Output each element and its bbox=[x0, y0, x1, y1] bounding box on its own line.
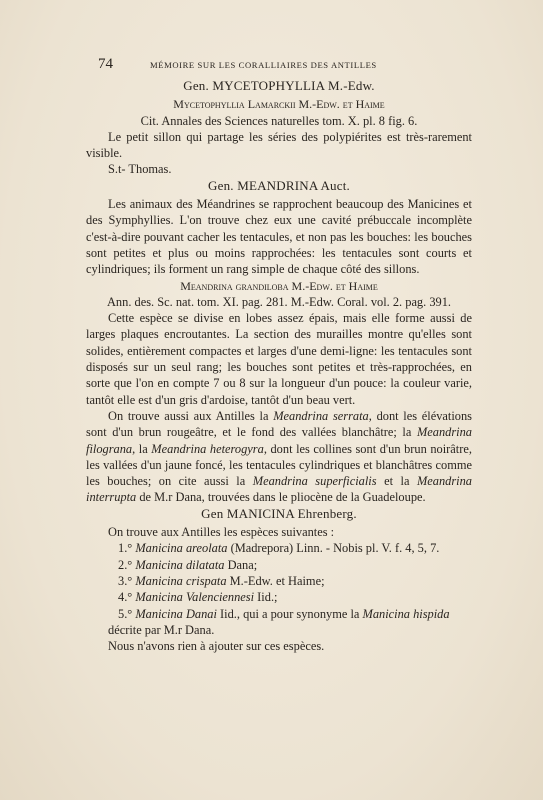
genus-heading-mycetophyllia: Gen. MYCETOPHYLLIA M.-Edw. bbox=[183, 78, 375, 93]
list-rest: M.-Edw. et Haime; bbox=[226, 573, 325, 588]
species-synonym: Manicina hispida bbox=[362, 606, 450, 621]
citation-lamarckii: Cit. Annales des Sciences naturelles tom. X. pl. 8 fig. 6. bbox=[140, 113, 418, 128]
list-rest: Iid., qui a pour synonyme la bbox=[216, 606, 363, 621]
list-number: 5.° bbox=[118, 606, 133, 621]
species-name: Manicina dilatata bbox=[135, 557, 225, 572]
list-rest: (Madrepora) Linn. - Nobis pl. V. f. 4, 5, 7. bbox=[227, 541, 440, 556]
species-name: Meandrina superficialis bbox=[252, 474, 377, 489]
page-text bbox=[86, 56, 472, 654]
species-heading-lamarckii: Mycetophyllia Lamarckii M.-Edw. et Haime bbox=[173, 97, 385, 112]
species-name: Meandrina filograna bbox=[86, 425, 472, 456]
species-name: Manicina Valenciennesi bbox=[135, 590, 255, 605]
text-run: , dont les élévations sont d'un brun rougeâtre, et le fond des vallées blanchâtre; la bbox=[86, 408, 472, 440]
running-head bbox=[86, 56, 472, 74]
list-item bbox=[86, 557, 472, 573]
text-run: de M.r Dana, trouvées dans le pliocène de la Guadeloupe. bbox=[136, 490, 426, 505]
paragraph-meandrina-others bbox=[86, 408, 472, 506]
page-number: 74 bbox=[98, 56, 113, 72]
paragraph-lamarckii-desc: Le petit sillon qui partage les séries des polypiérites est très-rarement visible. bbox=[86, 129, 472, 161]
species-heading-grandiloba: Meandrina grandiloba M.-Edw. et Haime bbox=[180, 278, 378, 293]
text-run: et la bbox=[376, 474, 417, 489]
species-name: Meandrina serrata bbox=[273, 408, 369, 423]
citation-grandiloba: Ann. des. Sc. nat. tom. XI. pag. 281. M.-Edw. Coral. vol. 2. pag. 391. bbox=[106, 294, 452, 309]
list-number: 2.° bbox=[118, 557, 133, 572]
list-item bbox=[86, 606, 472, 622]
species-name: Meandrina interrupta bbox=[86, 474, 472, 505]
species-name: Manicina areolata bbox=[135, 541, 228, 556]
list-item bbox=[86, 540, 472, 556]
text-run: , dont les collines sont d'un brun noirâtre, les vallées d'un jaune foncé, les tentacules cylindriques et blanchâtres comme les bouches; on cite aussi la bbox=[86, 441, 472, 489]
list-number: 4.° bbox=[118, 590, 133, 605]
paragraph-grandiloba-desc: Cette espèce se divise en lobes assez épais, mais elle forme aussi de larges plaques encroutantes. La section des murailles montre qu'elles sont solides, entièrement compactes et larges d'une demi-ligne: les tentacules sont disposés sur un seul rang; les bouches sont petites et très-rapprochées, en sorte que l'on en compte 7 ou 8 sur la longueur d'un pouce: la couleur varie, tantôt elle est d'un gris d'ardoise, tantôt d'un beau vert. bbox=[86, 311, 472, 407]
text-run: On trouve aussi aux Antilles la bbox=[108, 408, 274, 423]
species-name: Meandrina heterogyra bbox=[151, 441, 264, 456]
running-title: MÉMOIRE SUR LES CORALLIAIRES DES ANTILLES bbox=[150, 60, 377, 70]
species-name: Manicina Danai bbox=[135, 606, 217, 621]
paragraph-meandrina-intro: Les animaux des Méandrines se rapprochent beaucoup des Manicines et des Symphyllies. L'on trouve chez eux une cavité prébuccale incomplète c'est-à-dire pouvant cacher les tentacules, et non pas les bouches: les bouches sont petites et plus ou moins rapprochées: les tentacules sont courts et cylindriques; ils forment un rang simple de chaque côté des sillons. bbox=[86, 197, 472, 277]
list-number: 1.° bbox=[118, 541, 133, 556]
genus-heading-meandrina: Gen. MEANDRINA Auct. bbox=[208, 177, 350, 193]
list-number: 3.° bbox=[118, 573, 133, 588]
list-rest: Iid.; bbox=[254, 590, 278, 605]
list-item bbox=[86, 573, 472, 589]
text-run: , la bbox=[132, 441, 152, 456]
species-name: Manicina crispata bbox=[135, 573, 227, 588]
paragraph-manicina-intro: On trouve aux Antilles les espèces suivantes : bbox=[108, 525, 335, 540]
list-item bbox=[86, 589, 472, 605]
list-item-continuation: décrite par M.r Dana. bbox=[108, 622, 215, 637]
closing-line: Nous n'avons rien à ajouter sur ces espèces. bbox=[108, 639, 325, 654]
locality-line: S.t- Thomas. bbox=[108, 162, 172, 177]
genus-heading-manicina: Gen MANICINA Ehrenberg. bbox=[201, 505, 357, 521]
list-rest: Dana; bbox=[224, 557, 258, 572]
